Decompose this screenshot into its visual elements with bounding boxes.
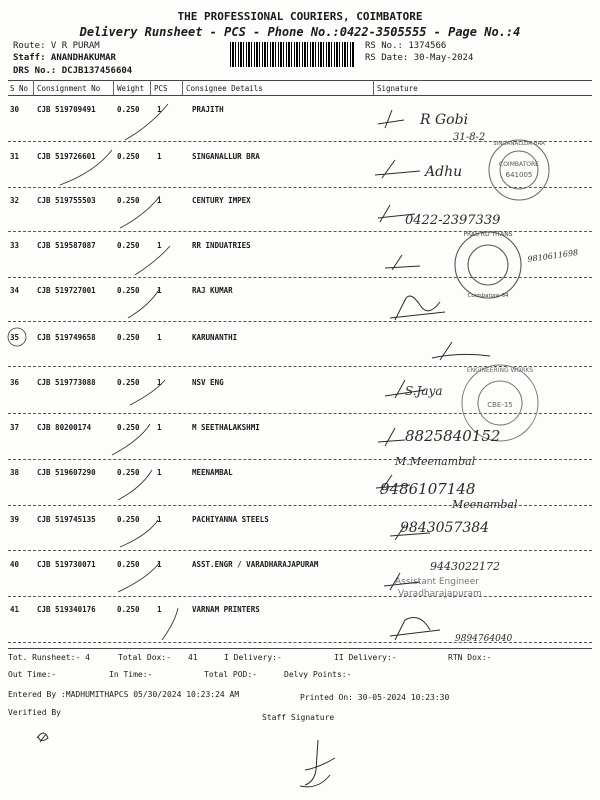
row-pcs: 1: [157, 423, 162, 432]
out-time: Out Time:-: [8, 670, 57, 679]
tick-mark: [112, 424, 150, 455]
handwriting: 9810611698: [527, 247, 579, 264]
row-consignment: CJB 519773088: [37, 378, 96, 387]
stamp-singanallur: [489, 140, 549, 200]
row-weight: 0.250: [117, 152, 140, 161]
verifier-initials: [37, 733, 48, 742]
staff-name: Staff: ANANDHAKUMAR: [13, 53, 116, 63]
row-consignee: RR INDUATRIES: [192, 241, 251, 250]
row-consignment: CJB 519745135: [37, 515, 96, 524]
row-consignee: PRAJITH: [192, 105, 224, 114]
signature-scribble: [378, 428, 405, 446]
handwriting: R Gobi: [420, 112, 469, 128]
row-consignment: CJB 519726601: [37, 152, 96, 161]
row-pcs: 1: [157, 105, 162, 114]
handwriting: Meenambal: [452, 498, 518, 511]
stamp-city: Coimbatore-64: [467, 293, 509, 299]
route: Route: V R PURAM: [13, 41, 100, 51]
row-weight: 0.250: [117, 286, 140, 295]
row-consignment: CJB 80200174: [37, 423, 92, 432]
staff-signature-label: Staff Signature: [262, 713, 335, 722]
col-consignment: Consignment No: [37, 84, 101, 93]
row-sno: 36: [10, 378, 20, 387]
tick-mark: [128, 288, 160, 318]
row-sno: 34: [10, 286, 20, 295]
row-sno: 37: [10, 423, 20, 432]
row-consignee: RAJ KUMAR: [192, 286, 233, 295]
row-pcs: 1: [157, 196, 162, 205]
row-weight: 0.250: [117, 423, 140, 432]
ii-delivery: II Delivery:-: [334, 653, 397, 662]
row-weight: 0.250: [117, 605, 140, 614]
row-sno: 39: [10, 515, 20, 524]
stamp-name: ENGINEERING WORKS: [466, 367, 534, 374]
signature-scribble: [390, 296, 445, 320]
row-pcs: 1: [157, 378, 162, 387]
row-sno: 30: [10, 105, 20, 114]
stamp-code: CBE-15: [487, 401, 513, 409]
stamp-pin: 641005: [505, 171, 533, 179]
handwriting: 8825840152: [405, 427, 501, 445]
row-weight: 0.250: [117, 105, 140, 114]
staff-signature-scribble: [300, 740, 335, 787]
in-time: In Time:-: [109, 670, 153, 679]
tick-mark: [60, 150, 112, 185]
tick-mark: [162, 608, 178, 640]
tot-runsheet: Tot. Runsheet:- 4: [8, 653, 90, 662]
handwriting: 31-8-2: [453, 132, 486, 143]
company-name: THE PROFESSIONAL COURIERS, COIMBATORE: [177, 10, 423, 23]
handwriting: Adhu: [425, 164, 463, 180]
handwriting: M.Meenambal: [395, 455, 476, 468]
printed-on: Printed On: 30-05-2024 10:23:30: [300, 693, 450, 702]
row-sno: 32: [10, 196, 20, 205]
row-pcs: 1: [157, 333, 162, 342]
row-pcs: 1: [157, 605, 162, 614]
row-consignee: VARNAM PRINTERS: [192, 605, 260, 614]
tick-mark: [130, 380, 165, 405]
handwriting: S.Jaya: [405, 384, 443, 398]
handwriting: 9443022172: [430, 560, 500, 573]
stamp-name: SINGANALLUR BRA: [493, 141, 545, 147]
col-weight: Weight: [117, 84, 145, 93]
delvy-points: Delvy Points:-: [284, 670, 352, 679]
row-consignment: CJB 519755503: [37, 196, 96, 205]
tick-mark: [118, 470, 152, 500]
total-dox-value: 41: [188, 653, 198, 662]
row-weight: 0.250: [117, 196, 140, 205]
runsheet-subtitle: Delivery Runsheet - PCS - Phone No.:0422-3505555 - Page No.:4: [79, 25, 521, 39]
total-dox-label: Total Dox:-: [118, 653, 171, 662]
tick-mark: [120, 520, 158, 547]
footer-border: [8, 648, 592, 649]
total-pod: Total POD:-: [204, 670, 257, 679]
col-pcs: PCS: [154, 84, 168, 93]
tick-mark: [118, 562, 160, 592]
row-pcs: 1: [157, 468, 162, 477]
stamp-place: Varadharajapuram: [398, 589, 482, 599]
rs-number: RS No.: 1374566: [365, 41, 447, 51]
row-consignee: ASST.ENGR / VARADHARAJAPURAM: [192, 560, 319, 569]
col-consignee: Consignee Details: [186, 84, 263, 93]
handwriting: 0422-2397339: [405, 213, 501, 228]
stamp-city: COIMBATORE: [499, 161, 539, 168]
row-sno: 31: [10, 152, 20, 161]
tick-mark: [120, 196, 160, 228]
row-consignment: CJB 519607290: [37, 468, 96, 477]
signature-scribble: [390, 618, 440, 640]
row-consignee: NSV ENG: [192, 378, 224, 387]
row-consignment: CJB 519340176: [37, 605, 96, 614]
tick-marks: [60, 104, 178, 640]
row-consignment: CJB 519587087: [37, 241, 96, 250]
handwriting: 9843057384: [400, 520, 490, 536]
row-consignment: CJB 519730071: [37, 560, 96, 569]
row-sno: 40: [10, 560, 20, 569]
row-weight: 0.250: [117, 515, 140, 524]
col-signature: Signature: [377, 84, 418, 93]
row-sno: 33: [10, 241, 20, 250]
stamp-title: Assistant Engineer: [395, 577, 479, 587]
row-pcs: 1: [157, 286, 162, 295]
row-consignee: KARUNANTHI: [192, 333, 238, 342]
rtn-dox: RTN Dox:-: [448, 653, 492, 662]
tick-mark: [125, 104, 168, 140]
entered-by: Entered By :MADHUMITHAPCS 05/30/2024 10:23:24 AM: [8, 690, 240, 699]
row-weight: 0.250: [117, 333, 140, 342]
row-consignment: CJB 519749658: [37, 333, 96, 342]
verified-by: Verified By: [8, 708, 61, 717]
row-consignee: M SEETHALAKSHMI: [192, 423, 260, 432]
drs-number: DRS No.: DCJB137456604: [13, 66, 133, 76]
row-weight: 0.250: [117, 468, 140, 477]
tick-mark: [135, 246, 170, 275]
i-delivery: I Delivery:-: [224, 653, 282, 662]
row-weight: 0.250: [117, 560, 140, 569]
signature-scribble: [378, 110, 404, 128]
signature-scribble: [432, 342, 490, 360]
row-pcs: 1: [157, 515, 162, 524]
row-consignee: PACHIYANNA STEELS: [192, 515, 269, 524]
row-pcs: 1: [157, 560, 162, 569]
row-weight: 0.250: [117, 378, 140, 387]
row-weight: 0.250: [117, 241, 140, 250]
row-sno: 38: [10, 468, 20, 477]
row-pcs: 1: [157, 152, 162, 161]
row-sno: 41: [10, 605, 20, 614]
row-pcs: 1: [157, 241, 162, 250]
row-circle-mark: [8, 328, 26, 346]
rs-date: RS Date: 30-May-2024: [365, 53, 474, 63]
signature-scribble: [375, 160, 420, 178]
row-consignment: CJB 519727001: [37, 286, 96, 295]
row-consignee: MEENAMBAL: [192, 468, 233, 477]
row-sno: 35: [10, 333, 20, 342]
row-consignee: CENTURY IMPEX: [192, 196, 251, 205]
handwriting: 9486107148: [380, 480, 476, 498]
col-sno: S No: [10, 84, 29, 93]
signature-scribble: [385, 255, 420, 270]
row-consignment: CJB 519709491: [37, 105, 96, 114]
handwriting: 9894764040: [455, 634, 513, 644]
stamp-name: PRAS RD TITANS: [463, 231, 513, 238]
row-consignee: SINGANALLUR BRA: [192, 152, 260, 161]
stamp-titans: [455, 232, 521, 298]
